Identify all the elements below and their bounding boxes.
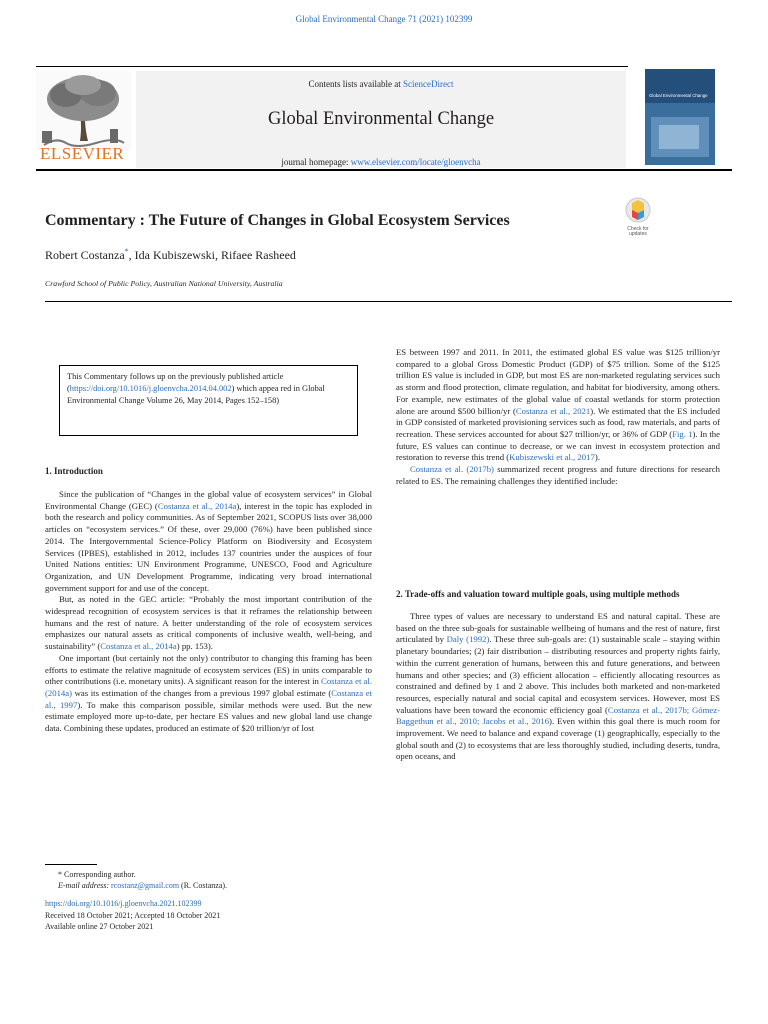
text-run: . These three sub-goals are: (1) sustainable scale – staying within planetary boundaries; (2) fair distribution – distributing resources and property rights fairly, within the current generation of humans, between this and future generations, and between humans and other species; and (3) efficient allocation – efficiently allocating resources as constrained and defined by 1 and 2 above. This includes both marketed and non-marketed resources, especially natural and social capital and ecosystem services. However, most ES valuations have been toward the economic efficiency goal ( bbox=[396, 634, 720, 715]
citation-link[interactable]: Costanza et al., 1997 bbox=[45, 687, 372, 710]
citation-link[interactable]: Costanza et al. (2014a) bbox=[45, 676, 372, 698]
paragraph bbox=[45, 653, 372, 735]
text-run: ). We estimated that the ES included in GDP consisted of marketed provisioning services such as food, raw materials, and parts of recreation. These services accounted for about $27 trillion/yr, or 36% of GDP ( bbox=[396, 405, 720, 439]
footnote-mark: * bbox=[58, 870, 62, 879]
text-run: ). bbox=[594, 452, 600, 463]
text-run: One important (but certainly not the only) contributor to changing this framing has been efforts to estimate the relative magnitude of ecosystem services (ES) in units comparable to other contributions (i.e. monetary units). A significant reason for the interest in bbox=[45, 652, 372, 687]
email-suffix: (R. Costanza). bbox=[179, 881, 228, 890]
journal-name: Global Environmental Change bbox=[267, 109, 495, 129]
citation-link[interactable]: Kubiszewski et al., 2017 bbox=[509, 452, 595, 463]
author-names: , Ida Kubiszewski, Rifaee Rasheed bbox=[128, 248, 296, 262]
citation-link[interactable]: Costanza et al., 2017b; Gómez-Baggethun et al., 2010; Jacobs et al., 2016 bbox=[396, 704, 721, 727]
right-column-bottom bbox=[396, 611, 720, 763]
right-column-top bbox=[396, 347, 720, 487]
front-matter-rule bbox=[45, 301, 732, 302]
figure-link[interactable]: Fig. 1 bbox=[672, 428, 693, 439]
email-link[interactable]: rcostanz@gmail.com bbox=[111, 881, 180, 890]
text-run: ). In the future, ES values can continue to decrease, or we can invest in ecosystem protection and restoration to reverse this trend ( bbox=[396, 428, 721, 463]
homepage-line bbox=[136, 157, 626, 167]
header-top-rule bbox=[36, 66, 628, 67]
paragraph bbox=[396, 611, 720, 763]
affiliation: Crawford School of Public Policy, Australian National University, Australia bbox=[45, 279, 283, 288]
homepage-prefix: journal homepage: bbox=[281, 157, 351, 167]
corresponding-author-mark[interactable]: * bbox=[124, 247, 129, 256]
contents-line bbox=[136, 79, 626, 89]
footnotes bbox=[58, 869, 227, 891]
text-run: But, as noted in the GEC article: “Probably the most important contribution of the widespread recognition of ecosystem services is that it reframes the relationship between humans and the rest of nature. A better understanding of the role of ecosystem services emphasizes our natural assets as critical components of inclusive wealth, well-being, and sustainability” ( bbox=[45, 594, 372, 652]
section-heading: 1. Introduction bbox=[45, 466, 103, 476]
tree-logo-icon bbox=[36, 71, 131, 151]
text-run: summarized recent progress and future directions for research related to ES. The remaining challenges they identified include: bbox=[396, 464, 720, 486]
article-title: Commentary : The Future of Changes in Global Ecosystem Services bbox=[45, 212, 510, 229]
homepage-link[interactable]: www.elsevier.com/locate/gloenvcha bbox=[350, 157, 481, 167]
text-run: ). To make this comparison possible, similar methods were used. But the new estimate employed more up-to-date, per hectare ES values and new global land use change data. Combining these updates, produced an estimate of $20 trillion/yr of lost bbox=[45, 699, 372, 734]
text-run: Three types of values are necessary to understand ES and natural capital. These are based on the three sub-goals for sustainable wellbeing of humans and the rest of nature, first articulated by bbox=[396, 611, 720, 645]
sciencedirect-link[interactable]: ScienceDirect bbox=[403, 79, 454, 89]
text-run: ) pp. 153). bbox=[176, 641, 213, 652]
received-dates: Received 18 October 2021; Accepted 18 October 2021 bbox=[45, 910, 221, 920]
commentary-note-box bbox=[59, 365, 358, 436]
header-bottom-rule bbox=[36, 169, 732, 171]
crossmark-label: Check for updates bbox=[627, 226, 649, 237]
text-run: ). Even within this goal there is much room for improvement. We need to balance and expand coverage (1) geographically, especially to the global south and (2) to ecosystems that are less thoroughly studied, including deserts, tundra, open oceans, and bbox=[396, 716, 720, 762]
footnote-rule bbox=[45, 864, 97, 865]
online-date: Available online 27 October 2021 bbox=[45, 922, 154, 931]
journal-cover bbox=[645, 69, 715, 165]
email-label: E-mail address: bbox=[58, 881, 112, 890]
corresponding-author-note bbox=[58, 869, 227, 880]
paragraph bbox=[396, 347, 720, 464]
publication-info bbox=[45, 898, 220, 933]
paragraph bbox=[396, 464, 720, 487]
author-name: Robert Costanza bbox=[45, 248, 125, 262]
elsevier-logo bbox=[36, 71, 131, 168]
citation-link[interactable]: Costanza et al., 2014a bbox=[100, 641, 177, 652]
citation-link[interactable]: Costanza et al., 2021 bbox=[515, 405, 591, 416]
text-run: ES between 1997 and 2011. In 2011, the estimated global ES value was $125 trillion/yr compared to a global Gross Domestic Product (GDP) of $75 trillion. Some of the $125 trillion ES value is included in GDP, but most ES are non-marketed regulating services such as storm and flood protection, climate regulation, and habitat for biodiversity, among others. For example, new estimates of the global value of coastal wetlands for storm protection alone are around $500 billion/yr ( bbox=[396, 347, 720, 416]
text-run: was its estimation of the changes from a previous 1997 global estimate ( bbox=[72, 687, 332, 698]
footnote-label: Corresponding author. bbox=[62, 870, 136, 879]
journal-reference[interactable]: Global Environmental Change 71 (2021) 102399 bbox=[295, 14, 473, 24]
author-list bbox=[45, 247, 296, 263]
citation-link[interactable]: Costanza et al., 2014a bbox=[157, 500, 237, 511]
crossmark-badge[interactable] bbox=[621, 197, 655, 237]
text-run: Since the publication of “Changes in the global value of ecosystem services” in Global Environmental Change (GEC) ( bbox=[45, 489, 372, 511]
crossmark-icon bbox=[621, 197, 655, 223]
paragraph bbox=[45, 594, 372, 653]
citation-link[interactable]: Costanza et al. (2017b) bbox=[410, 464, 494, 475]
left-column bbox=[45, 489, 372, 735]
publisher-name: ELSEVIER bbox=[40, 144, 125, 163]
journal-header bbox=[36, 66, 732, 170]
cover-title: Global Environmental Change bbox=[649, 93, 708, 98]
text-run: ), interest in the topic has exploded in both the research and policy communities. As of September 2021, SCOPUS lists over 38,000 articles on “ecosystem services.” Of these, over 29,000 (76%) have been published since 2014. The Intergovernmental Science-Policy Platform on Biodiversity and Ecosystem Services (IPBES), established in 2012, includes 137 countries under the auspices of four United Nations entities: UN Environment Programme, UNESCO, Food and Agriculture Organization, and UN Development Programme, indicating very broad international government support for and use of the concept. bbox=[45, 500, 372, 593]
citation-link[interactable]: Daly (1992) bbox=[446, 634, 490, 645]
journal-info-box bbox=[136, 71, 626, 168]
email-note bbox=[58, 880, 227, 891]
contents-prefix: Contents lists available at bbox=[308, 79, 403, 89]
note-text: This Commentary follows up on the previously published article ( bbox=[67, 372, 284, 393]
note-text: ) which appea red in Global Environmental Change Volume 26, May 2014, Pages 152–158) bbox=[67, 384, 325, 405]
section-heading: 2. Trade-offs and valuation toward multiple goals, using multiple methods bbox=[396, 589, 680, 599]
paragraph bbox=[45, 489, 372, 594]
article-doi-link[interactable]: https://doi.org/10.1016/j.gloenvcha.2021.102399 bbox=[45, 899, 202, 908]
doi-link[interactable]: https://doi.org/10.1016/j.gloenvcha.2014.04.002 bbox=[69, 384, 232, 393]
